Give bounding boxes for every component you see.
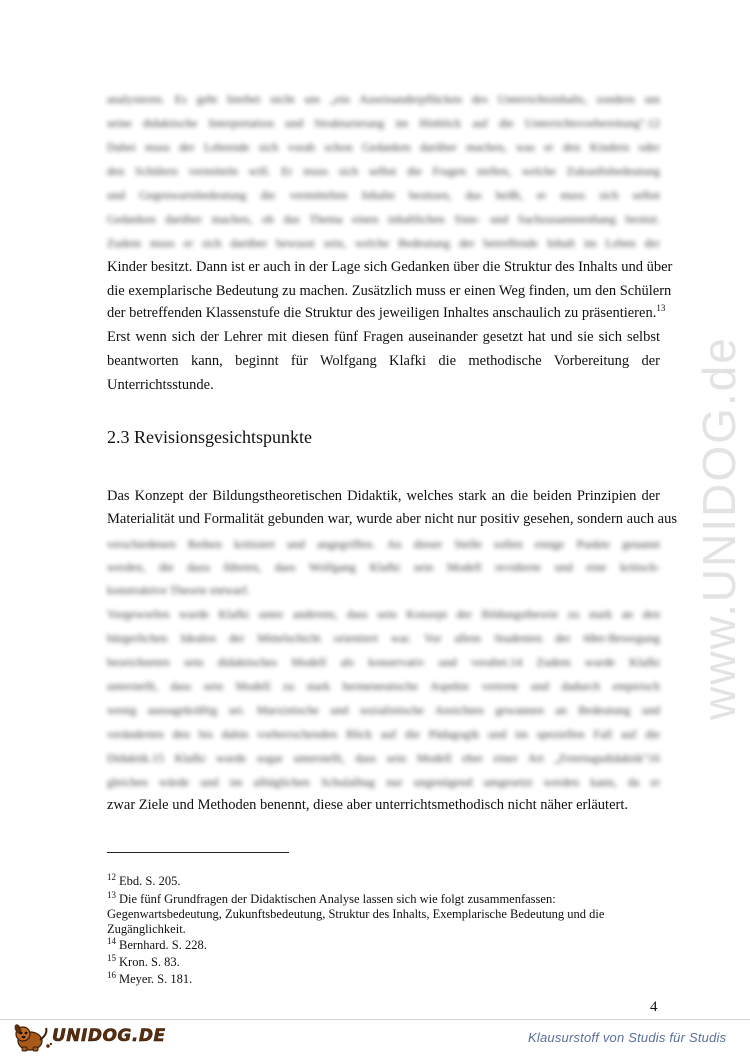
blurred-line: und Gegenwartsbedeutung die vermittelten Inhalte besitzen, das heißt, er muss sich selbst bbox=[107, 188, 660, 202]
footnote bbox=[107, 889, 667, 937]
page-number: 4 bbox=[650, 999, 658, 1015]
footnote-text: Ebd. S. 205. bbox=[119, 874, 181, 888]
footnote-text: Bernhard. S. 228. bbox=[119, 938, 207, 952]
blurred-line: seine didaktische Interpretation und Strukturierung im Hinblick auf die Unterrichtsvorbereitung".12 bbox=[107, 116, 660, 130]
footer-divider bbox=[0, 1019, 750, 1020]
unidog-logo[interactable] bbox=[10, 1022, 170, 1052]
text-line: Materialität und Formalität gebunden war, wurde aber nicht nur positiv gesehen, sondern auch aus bbox=[107, 511, 677, 527]
text-line: Kinder besitzt. Dann ist er auch in der Lage sich Gedanken über die Struktur des Inhalts und über bbox=[107, 259, 673, 275]
watermark: www.UNIDOG.de bbox=[693, 336, 745, 720]
footnote bbox=[107, 935, 667, 953]
logo-text: UNIDOG.DE bbox=[52, 1026, 166, 1046]
text-line bbox=[107, 303, 666, 322]
blurred-line: verschiedenen Reihen kritisiert und angegriffen. An dieser Stelle sollen einige Punkte genannt bbox=[107, 537, 660, 551]
section-heading: 2.3 Revisionsgesichtspunkte bbox=[107, 427, 312, 447]
text-line: zwar Ziele und Methoden benennt, diese aber unterrichtsmethodisch nicht näher erläutert. bbox=[107, 797, 628, 813]
text-line: beantworten kann, beginnt für Wolfgang Klafki die methodische Vorbereitung der bbox=[107, 353, 660, 369]
footnote bbox=[107, 952, 667, 970]
footnote-text: Kron. S. 83. bbox=[119, 955, 180, 969]
footnote-text: Meyer. S. 181. bbox=[119, 972, 193, 986]
footer-tagline: Klausurstoff von Studis für Studis bbox=[528, 1030, 727, 1045]
footnote-number: 16 bbox=[107, 969, 116, 980]
blurred-line: wenig aussagekräftig sei. Marxistische und sozialistische Ansichten gewannen an Bedeutung und bbox=[107, 703, 660, 717]
blurred-line: bezeichneten sein didaktisches Modell als konservativ und veraltet.14 Zudem wurde Klafki bbox=[107, 655, 660, 669]
footnote-separator bbox=[107, 852, 289, 853]
footnote bbox=[107, 871, 667, 889]
blurred-line: bürgerlichen Idealen der Mittelschicht orientiert war. Vor allem Studenten der 68er-Bewegung bbox=[107, 631, 660, 645]
dog-mascot-icon bbox=[10, 1022, 54, 1052]
footnote-text: Zugänglichkeit. bbox=[107, 922, 186, 936]
footnote-ref: 13 bbox=[656, 303, 666, 314]
blurred-line: Didaktik.15 Klafki wurde sogar unterstellt, dass sein Modell eher einer Art „Feiertagsdidaktik"16 bbox=[107, 751, 660, 765]
footnote-number: 12 bbox=[107, 871, 116, 882]
text-line: Das Konzept der Bildungstheoretischen Didaktik, welches stark an die beiden Prinzipien der bbox=[107, 488, 660, 504]
blurred-line: Zudem muss er sich darüber bewusst sein, welche Bedeutung der betreffende Inhalt im Leben der bbox=[107, 236, 660, 250]
text-line-content: der betreffenden Klassenstufe die Struktur des jeweiligen Inhaltes anschaulich zu präsentieren. bbox=[107, 305, 657, 321]
footnote-text: Die fünf Grundfragen der Didaktischen Analyse lassen sich wie folgt zusammenfassen: bbox=[119, 892, 556, 906]
blurred-line: analysieren. Es geht hierbei nicht um „ein Auseinanderpflücken des Unterrichtsinhalts, sondern um bbox=[107, 92, 660, 106]
blurred-line: werden, die dazu führten, dass Wolfgang Klafki sein Modell revidierte und eine kritisch- bbox=[107, 560, 660, 574]
blurred-line: veränderten den bis dahin vorherrschenden Blick auf die Pädagogik und im speziellen Fall auf die bbox=[107, 727, 660, 741]
footnote-number: 14 bbox=[107, 935, 116, 946]
blurred-line: den Schülern vermitteln will. Er muss sich selbst die Fragen stellen, welche Zukunftsbedeutung bbox=[107, 164, 660, 178]
blurred-line: Gedanken darüber machen, ob das Thema einen inhaltlichen Sinn- und Sachzusammenhang besitzt. bbox=[107, 212, 660, 226]
footnote-number: 15 bbox=[107, 952, 116, 963]
text-line: Unterrichtsstunde. bbox=[107, 377, 214, 393]
blurred-line: gleichen würde und im alltäglichen Schulalltag nur ungenügend umgesetzt werden kann, da er bbox=[107, 775, 660, 789]
footnote bbox=[107, 969, 667, 987]
blurred-line: unterstellt, dass sein Modell zu stark hermeneutische Aspekte vertrete und dadurch empirisch bbox=[107, 679, 660, 693]
blurred-line: konstruktive Theorie entwarf. bbox=[107, 583, 250, 597]
footnote-number: 13 bbox=[107, 889, 116, 900]
text-line: Erst wenn sich der Lehrer mit diesen fünf Fragen auseinander gesetzt hat und sie sich selbst bbox=[107, 329, 660, 345]
text-line: die exemplarische Bedeutung zu machen. Zusätzlich muss er einen Weg finden, um den Schülern bbox=[107, 283, 672, 299]
footnote-text: Gegenwartsbedeutung, Zukunftsbedeutung, Struktur des Inhalts, Exemplarische Bedeutung und die bbox=[107, 907, 605, 921]
blurred-line: Vorgeworfen wurde Klafki unter anderem, dass sein Konzept der Bildungstheorie zu stark an den bbox=[107, 607, 660, 621]
blurred-line: Dabei muss der Lehrende sich vorab schon Gedanken darüber machen, was er den Kindern oder bbox=[107, 140, 660, 154]
